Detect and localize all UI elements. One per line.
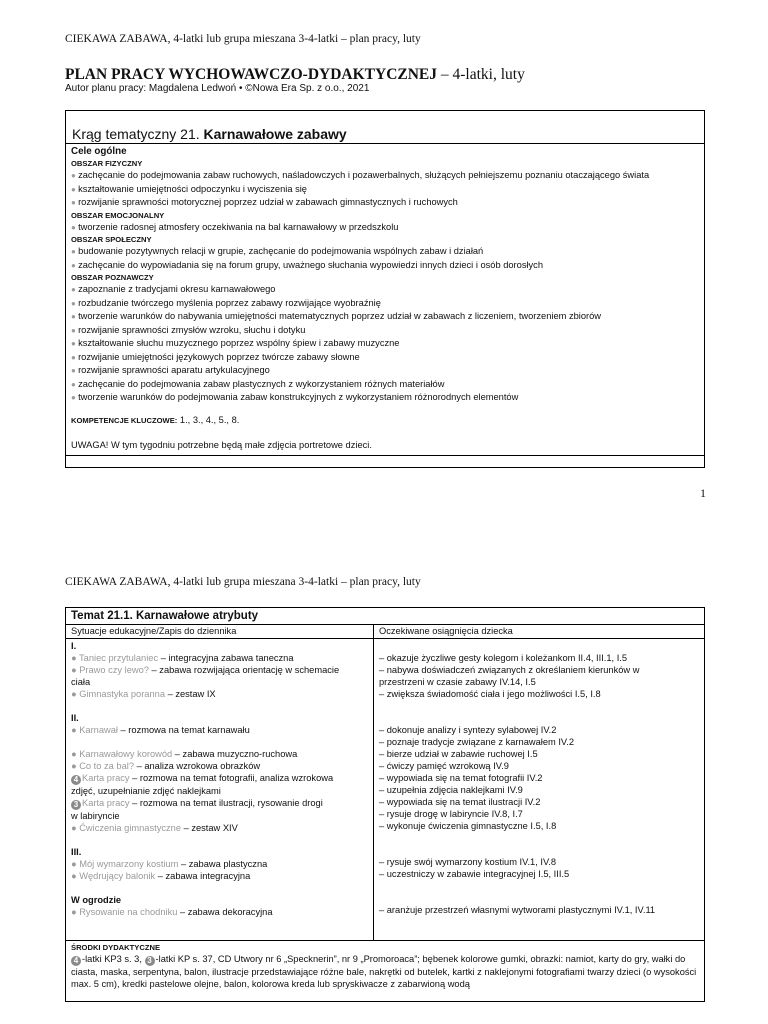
materials-section bbox=[66, 941, 704, 990]
activity-item: ● Taniec przytulaniec – integracyjna zabawa taneczna bbox=[71, 653, 294, 663]
goal-item: ● tworzenie radosnej atmosfery oczekiwania na bal karnawałowy w przedszkolu bbox=[71, 221, 399, 232]
bullet-icon: ● bbox=[71, 725, 80, 735]
outcome-item: – nabywa doświadczeń związanych z określaniem kierunków w bbox=[379, 665, 640, 675]
bullet-icon: ● bbox=[71, 184, 79, 194]
section-heading: W ogrodzie bbox=[71, 895, 122, 905]
goal-area-heading: OBSZAR FIZYCZNY bbox=[71, 159, 143, 168]
bullet-icon: ● bbox=[71, 749, 80, 759]
key-competences: KOMPETENCJE KLUCZOWE: 1., 3., 4., 5., 8. bbox=[71, 414, 240, 425]
outcome-item: – wykonuje ćwiczenia gimnastyczne I.5, I.8 bbox=[379, 821, 557, 831]
goal-item: ● rozbudzanie twórczego myślenia poprzez zabawy rozwijające wyobraźnię bbox=[71, 297, 381, 308]
bullet-icon: ● bbox=[71, 665, 80, 675]
goal-area-heading: OBSZAR EMOCJONALNY bbox=[71, 210, 165, 220]
bullet-icon: ● bbox=[71, 859, 80, 869]
author-line: Autor planu pracy: Magdalena Ledwoń • ©Nowa Era Sp. z o.o., 2021 bbox=[65, 83, 370, 94]
goal-item: ● rozwijanie sprawności aparatu artykulacyjnego bbox=[71, 365, 270, 375]
section-heading: II. bbox=[71, 713, 79, 723]
table-body bbox=[66, 639, 704, 941]
bullet-icon: ● bbox=[71, 823, 80, 833]
goal-item: ● zachęcanie do podejmowania zabaw ruchowych, naśladowczych i pozawerbalnych, służących pełniejszemu poznaniu otaczającego świata bbox=[71, 170, 650, 180]
activity-item: ● Rysowanie na chodniku – zabawa dekoracyjna bbox=[71, 907, 273, 917]
note: UWAGA! W tym tygodniu potrzebne będą małe zdjęcia portretowe dzieci. bbox=[71, 439, 372, 450]
bullet-icon: ● bbox=[71, 171, 79, 180]
bullet-icon: ● bbox=[71, 871, 80, 881]
activity-continuation: w labiryncie bbox=[71, 811, 120, 821]
bullet-icon: ● bbox=[71, 312, 79, 321]
badge-3-icon: 3 bbox=[145, 956, 155, 966]
bullet-icon: ● bbox=[71, 653, 80, 663]
spacer bbox=[71, 882, 368, 894]
bullet-icon: ● bbox=[71, 339, 79, 348]
outcome-item: – poznaje tradycje związane z karnawałem IV.2 bbox=[379, 737, 574, 747]
outcomes-column bbox=[374, 639, 704, 940]
outcome-item: – zwiększa świadomość ciała i jego możliwości I.5, I.8 bbox=[379, 689, 601, 699]
goal-area-heading: OBSZAR POZNAWCZY bbox=[71, 273, 154, 282]
goal-area-heading: OBSZAR SPOŁECZNY bbox=[71, 235, 152, 244]
activities-column bbox=[66, 639, 374, 940]
bullet-icon: ● bbox=[71, 325, 79, 335]
outcome-item: przestrzeni w czasie zabawy IV.14, I.5 bbox=[379, 677, 536, 687]
bullet-icon: ● bbox=[71, 352, 79, 362]
spacer bbox=[379, 832, 699, 844]
outcome-item: – aranżuje przestrzeń własnymi wytworami plastycznymi IV.1, IV.11 bbox=[379, 905, 656, 915]
badge-4-icon: 4 bbox=[71, 775, 81, 785]
outcome-item: – bierze udział w zabawie ruchowej I.5 bbox=[379, 749, 538, 759]
bullet-icon: ● bbox=[71, 198, 79, 207]
activity-item: ● Co to za bal? – analiza wzrokowa obrazków bbox=[71, 761, 261, 771]
goals-section bbox=[66, 144, 704, 456]
page-number: 1 bbox=[700, 486, 706, 500]
lesson-table bbox=[65, 607, 705, 1002]
spacer bbox=[379, 700, 699, 712]
spacer bbox=[379, 640, 699, 652]
outcome-item: – wypowiada się na temat fotografii IV.2 bbox=[379, 773, 543, 783]
goal-item: ● rozwijanie sprawności zmysłów wzroku, słuchu i dotyku bbox=[71, 324, 306, 335]
goal-item: ● zapoznanie z tradycjami okresu karnawałowego bbox=[71, 284, 276, 294]
bullet-icon: ● bbox=[71, 247, 79, 256]
activity-item: ● Mój wymarzony kostium – zabawa plastyczna bbox=[71, 859, 268, 869]
activity-item: ● Gimnastyka poranna – zestaw IX bbox=[71, 689, 216, 699]
outcome-item: – rysuje drogę w labiryncie IV.8, I.7 bbox=[379, 809, 523, 819]
materials-label: ŚRODKI DYDAKTYCZNE bbox=[71, 943, 161, 952]
activity-item: 3 Karta pracy – rozmowa na temat ilustracji, rysowanie drogi bbox=[71, 797, 368, 810]
activity-item: ● Karnawałowy korowód – zabawa muzyczno-ruchowa bbox=[71, 749, 298, 759]
goal-item: ● kształtowanie umiejętności odpoczynku i wyciszenia się bbox=[71, 183, 307, 194]
badge-4-icon: 4 bbox=[71, 956, 81, 966]
goal-item: ● tworzenie warunków do podejmowania zabaw konstrukcyjnych z wykorzystaniem różnorodnych elementów bbox=[71, 392, 519, 402]
bullet-icon: ● bbox=[71, 379, 79, 389]
spacer bbox=[379, 712, 699, 724]
goal-areas bbox=[71, 158, 699, 405]
outcome-item: – wypowiada się na temat ilustracji IV.2 bbox=[379, 797, 541, 807]
activity-item: ● Karnawał – rozmowa na temat karnawału bbox=[71, 725, 250, 735]
bullet-icon: ● bbox=[71, 366, 79, 375]
plan-title: PLAN PRACY WYCHOWAWCZO-DYDAKTYCZNEJ – 4-latki, luty bbox=[65, 66, 525, 83]
outcome-item: – okazuje życzliwe gesty kolegom i koleżankom II.4, III.1, I.5 bbox=[379, 653, 628, 663]
goals-label: Cele ogólne bbox=[71, 146, 127, 157]
col-header-right: Oczekiwane osiągnięcia dziecka bbox=[379, 626, 513, 636]
spacer bbox=[379, 892, 699, 904]
outcome-item: – uzupełnia zdjęcia naklejkami IV.9 bbox=[379, 785, 523, 795]
topic-title: Temat 21.1. Karnawałowe atrybuty bbox=[66, 608, 704, 625]
theme-box bbox=[65, 110, 705, 468]
activity-item: 4 Karta pracy – rozmowa na temat fotografii, analiza wzrokowa bbox=[71, 772, 368, 785]
materials-text: 4 -latki KP3 s. 3, 3 -latki KP s. 37, CD Utwory nr 6 „Specknerin”, nr 9 „Promoroaca”; bębenek kolorowe gumki, obrazki: namiot, karty do gry, wałki do ciasta, maska, serpentyna, balon, ilustracje przedstawiające różne bale, nakrętki od butelek, kartki z naklejonymi fotografiami twarzy dzieci (o wysokości max. 5 cm), kredki pastelowe olejne, balon, kolorowa kreda lub spryskiwacze z zabarwioną wodą bbox=[71, 954, 697, 989]
goal-item: ● kształtowanie słuchu muzycznego poprzez wspólny śpiew i zabawy muzyczne bbox=[71, 338, 400, 348]
bullet-icon: ● bbox=[71, 298, 79, 308]
bullet-icon: ● bbox=[71, 222, 79, 232]
outcome-item: – ćwiczy pamięć wzrokową IV.9 bbox=[379, 761, 509, 771]
outcome-item: – rysuje swój wymarzony kostium IV.1, IV.8 bbox=[379, 857, 557, 867]
spacer bbox=[71, 700, 368, 712]
activity-continuation: ciała bbox=[71, 677, 91, 687]
activity-continuation: zdjęć, uzupełnianie zdjęć naklejkami bbox=[71, 786, 221, 796]
bullet-icon: ● bbox=[71, 689, 80, 699]
badge-3-icon: 3 bbox=[71, 800, 81, 810]
outcome-item: – dokonuje analizy i syntezy sylabowej IV.2 bbox=[379, 725, 557, 735]
spacer bbox=[71, 834, 368, 846]
running-head-2: CIEKAWA ZABAWA, 4-latki lub grupa mieszana 3-4-latki – plan pracy, luty bbox=[65, 576, 421, 588]
goal-item: ● zachęcanie do wypowiadania się na forum grupy, uważnego słuchania wypowiedzi innych dzieci i osób dorosłych bbox=[71, 259, 543, 270]
theme-heading: Krąg tematyczny 21. Karnawałowe zabawy bbox=[66, 111, 704, 144]
section-heading: I. bbox=[71, 641, 77, 651]
spacer bbox=[71, 736, 368, 748]
running-head: CIEKAWA ZABAWA, 4-latki lub grupa mieszana 3-4-latki – plan pracy, luty bbox=[65, 33, 421, 45]
goal-item: ● rozwijanie sprawności motorycznej poprzez udział w zabawach gimnastycznych i ruchowych bbox=[71, 197, 458, 207]
goal-item: ● zachęcanie do podejmowania zabaw plastycznych z wykorzystaniem różnych materiałów bbox=[71, 378, 445, 389]
activity-item: ● Prawo czy lewo? – zabawa rozwijająca orientację w schemacie bbox=[71, 665, 340, 675]
bullet-icon: ● bbox=[71, 761, 80, 771]
spacer bbox=[379, 844, 699, 856]
activity-item: ● Ćwiczenia gimnastyczne – zestaw XIV bbox=[71, 823, 238, 833]
col-header-left: Sytuacje edukacyjne/Zapis do dziennika bbox=[66, 625, 374, 638]
bullet-icon: ● bbox=[71, 260, 79, 270]
goal-item: ● budowanie pozytywnych relacji w grupie, zachęcanie do podejmowania wspólnych zabaw i działań bbox=[71, 246, 484, 256]
table-header bbox=[66, 625, 704, 639]
activity-item: ● Wędrujący balonik – zabawa integracyjna bbox=[71, 871, 251, 881]
section-heading: III. bbox=[71, 847, 82, 857]
bullet-icon: ● bbox=[71, 907, 80, 917]
goal-item: ● rozwijanie umiejętności językowych poprzez twórcze zabawy słowne bbox=[71, 351, 360, 362]
bullet-icon: ● bbox=[71, 285, 79, 294]
bullet-icon: ● bbox=[71, 393, 79, 402]
spacer bbox=[379, 880, 699, 892]
outcome-item: – uczestniczy w zabawie integracyjnej I.5, III.5 bbox=[379, 869, 570, 879]
goal-item: ● tworzenie warunków do nabywania umiejętności matematycznych poprzez udział w zabawach z liczeniem, tworzeniem zbiorów bbox=[71, 311, 601, 321]
